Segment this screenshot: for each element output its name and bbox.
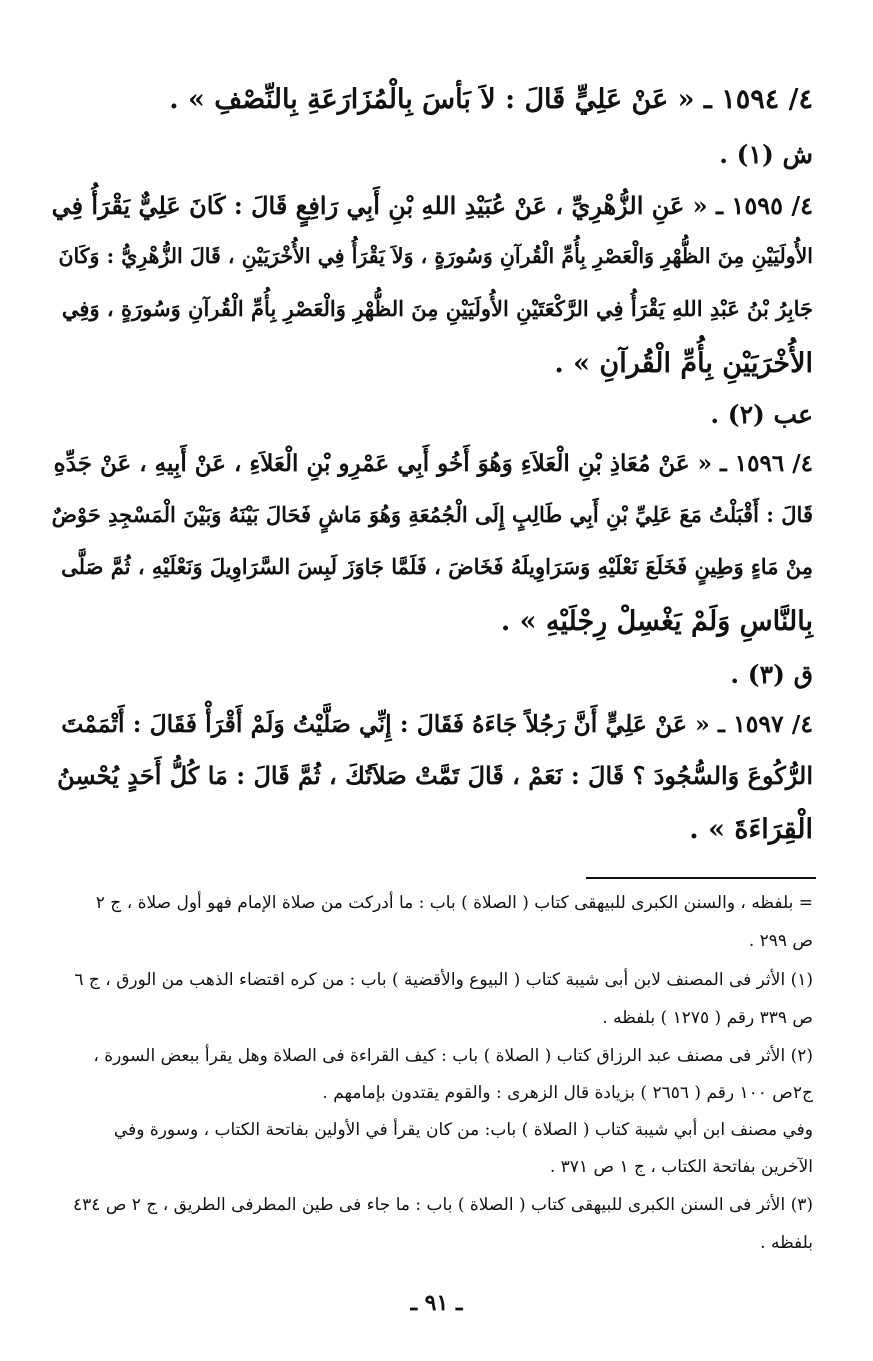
footnote-2-line-1: (٢) الأثر فى مصنف عبد الرزاق كتاب ( الصلاة ) باب : كيف القراءة فى الصلاة وهل يقرأ ببعض السورة ، (93, 1046, 813, 1066)
footnote-continuation-line-1: = بلفظه ، والسنن الكبرى للبيهقى كتاب ( الصلاة ) باب : ما أدركت من صلاة الإمام فهو أول صلاة ، ج ٢ (95, 893, 813, 913)
hadith-1596-line-3: مِنْ مَاءٍ وَطِينٍ فَخَلَعَ نَعْلَيْهِ وَسَرَاوِيلَهُ فَخَاضَ ، فَلَمَّا جَاوَزَ لَبِسَ السَّرَاوِيلَ وَنَعْلَيْهِ ، ثُمَّ صَلَّى (61, 554, 813, 579)
hadith-1595-line-3: جَابِرُ بْنُ عَبْدِ اللهِ يَقْرَأُ فِي الرَّكْعَتَيْنِ الأُولَيَيْنِ مِنَ الظُّهْرِ وَالْعَصْرِ بِأُمِّ الْقُرآنِ وَسُورَةٍ ، وَفِي (61, 296, 813, 321)
hadith-1594-line-1: ٤/ ١٥٩٤ ـ « عَنْ عَلِيٍّ قَالَ : لاَ بَأسَ بِالْمُزَارَعَةِ بِالنِّصْفِ » . (169, 84, 813, 115)
hadith-1597-line-3: الْقِرَاءَةَ » . (689, 814, 813, 845)
footnote-2-line-2: ج٢ص ١٠٠ رقم ( ٢٦٥٦ ) بزيادة قال الزهرى : والقوم يقتدون بإمامهم . (322, 1083, 813, 1103)
footnote-1-line-2: ص ٣٣٩ رقم ( ١٢٧٥ ) بلفظه . (602, 1008, 813, 1028)
hadith-1595-line-2: الأُولَيَيْنِ مِنَ الظُّهْرِ وَالْعَصْرِ بِأُمِّ الْقُرآنِ وَسُورَةٍ ، وَلاَ يَقْرَأُ فِي الأُخْرَيَيْنِ ، قَالَ الزُّهْرِيُّ : وَكَانَ (58, 244, 813, 268)
footnote-2-line-3: وفي مصنف ابن أبي شيبة كتاب ( الصلاة ) باب: من كان يقرأ في الأولين بفاتحة الكتاب ، وسورة وفي (113, 1120, 813, 1140)
source-note-1596: ق (٣) . (730, 660, 813, 689)
hadith-1595-line-4: الأُخْرَيَيْنِ بِأُمِّ الْقُرآنِ » . (554, 348, 813, 379)
hadith-1595-line-1: ٤/ ١٥٩٥ ـ « عَنِ الزُّهْرِيِّ ، عَنْ عُبَيْدِ اللهِ بْنِ أَبِي رَافِعٍ قَالَ : كَانَ عَلِيٌّ يَقْرَأُ فِي (51, 191, 813, 220)
hadith-1596-line-2: قَالَ : أَقْبَلْتُ مَعَ عَلِيِّ بْنِ أَبِي طَالِبٍ إِلَى الْجُمُعَةِ وَهُوَ مَاشٍ فَحَالَ بَيْنَهُ وَبَيْنَ الْمَسْجِدِ حَوْضٌ (51, 502, 813, 527)
footnote-2-line-4: الآخرين بفاتحة الكتاب ، ج ١ ص ٣٧١ . (549, 1157, 813, 1177)
hadith-1596-line-4: بِالنَّاسِ وَلَمْ يَغْسِلْ رِجْلَيْهِ » . (500, 606, 813, 637)
footnote-continuation-line-2: ص ٢٩٩ . (748, 931, 813, 951)
hadith-1597-line-1: ٤/ ١٥٩٧ ـ « عَنْ عَلِيٍّ أَنَّ رَجُلاً جَاءَهُ فَقَالَ : إِنِّي صَلَّيْتُ وَلَمْ أَقْرَأْ فَقَالَ : أَتْمَمْتَ (61, 710, 813, 738)
source-note-1594: ش (١) . (719, 140, 813, 169)
hadith-1597-line-2: الرُّكُوعَ وَالسُّجُودَ ؟ قَالَ : نَعَمْ ، قَالَ تَمَّتْ صَلاَتُكَ ، ثُمَّ قَالَ : مَا كُلُّ أَحَدٍ يُحْسِنُ (57, 761, 813, 790)
footnote-3-line-2: بلفظه . (760, 1233, 813, 1253)
footnote-1-line-1: (١) الأثر فى المصنف لابن أبى شيبة كتاب ( البيوع والأقضية ) باب : من كره اقتضاء الذهب من الورق ، ج ٦ (74, 970, 813, 990)
footnote-separator (586, 877, 816, 879)
page-number: ـ ٩١ ـ (410, 1290, 463, 1316)
footnote-3-line-1: (٣) الأثر فى السنن الكبرى للبيهقى كتاب ( الصلاة ) باب : ما جاء فى طين المطرفى الطريق ، ج ٢ ص ٤٣٤ (73, 1195, 813, 1215)
source-note-1595: عب (٢) . (710, 400, 813, 429)
hadith-1596-line-1: ٤/ ١٥٩٦ ـ « عَنْ مُعَاذِ بْنِ الْعَلاَءِ وَهُوَ أَخُو أَبِي عَمْرِو بْنِ الْعَلاَءِ ، عَنْ أَبِيهِ ، عَنْ جَدِّهِ (53, 450, 813, 477)
